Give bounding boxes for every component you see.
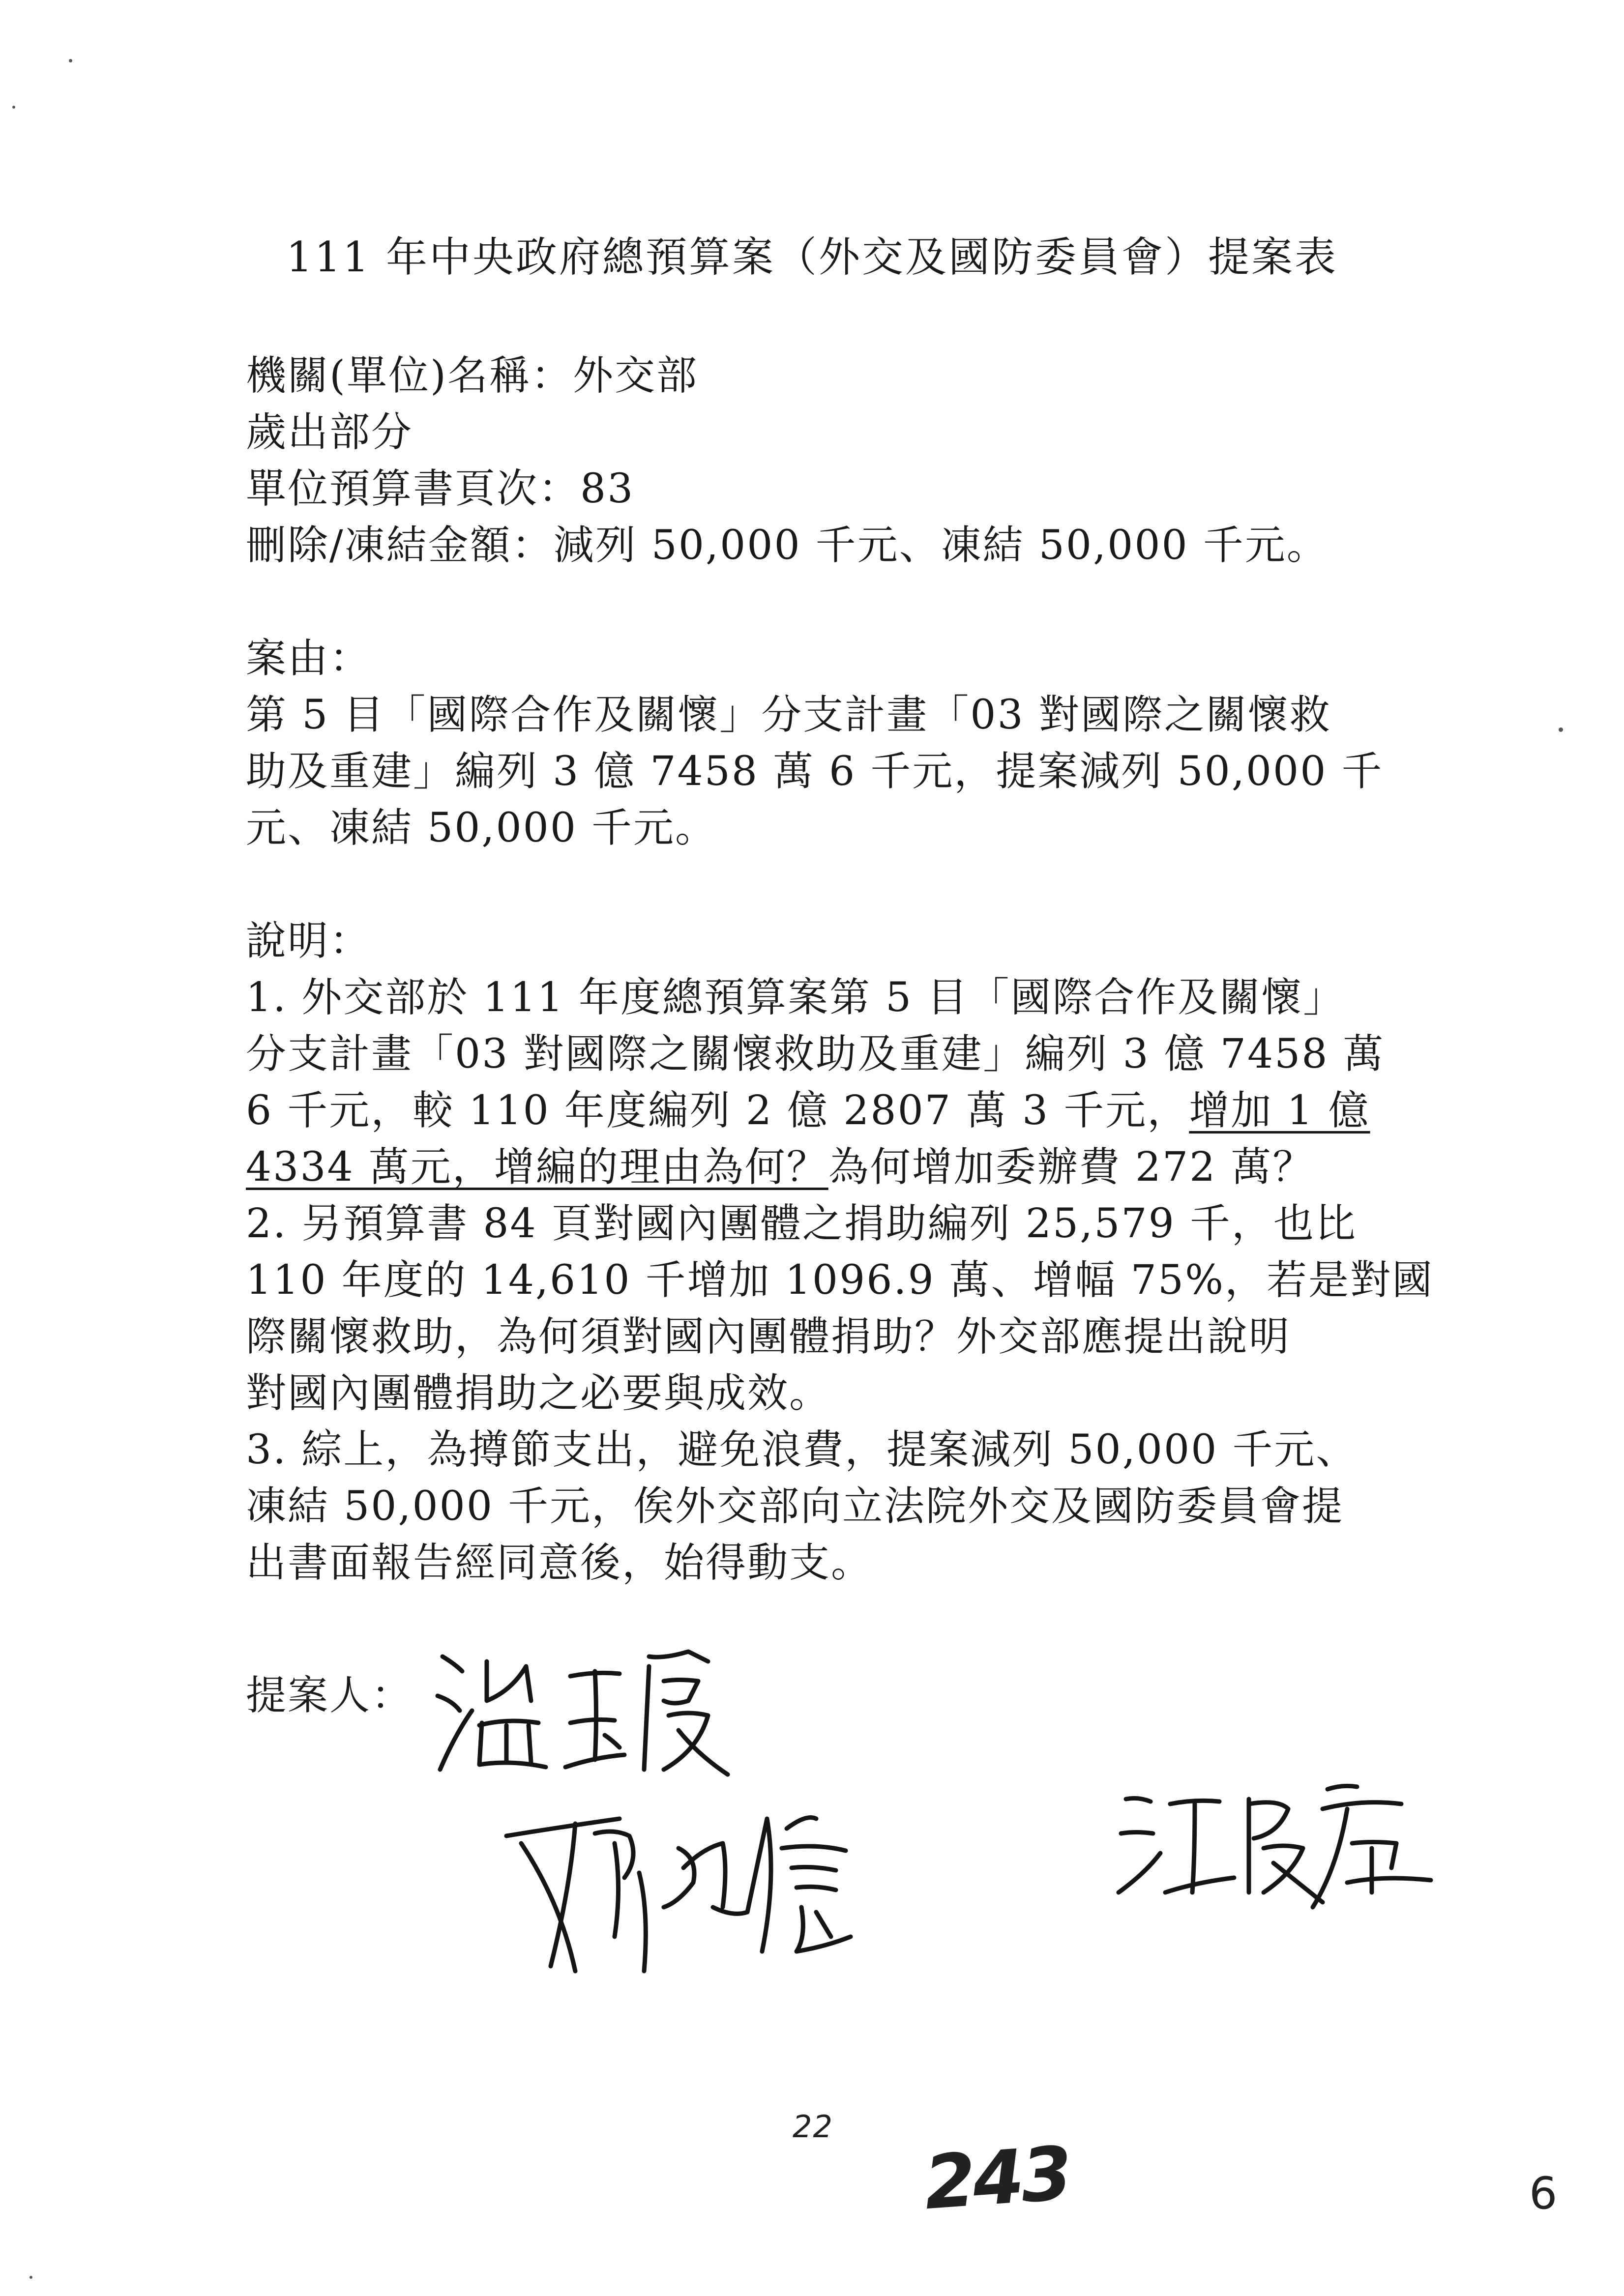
reason-line: 助及重建」編列 3 億 7458 萬 6 千元，提案減列 50,000 千 — [246, 748, 1384, 795]
scan-speck — [1559, 727, 1563, 732]
section-line: 歲出部分 — [246, 409, 413, 456]
document-title: 111 年中央政府總預算案（外交及國防委員會）提案表 — [286, 233, 1338, 281]
explanation-text: 為何增加委辦費 272 萬？ — [828, 1144, 1315, 1191]
explanation-line: 凍結 50,000 千元，俟外交部向立法院外交及國防委員會提 — [246, 1483, 1344, 1530]
scan-speck — [69, 59, 72, 62]
page-number-large: 243 — [921, 2130, 1072, 2227]
explanation-line: 對國內團體捐助之必要與成效。 — [246, 1370, 831, 1417]
page-ref-line: 單位預算書頁次：83 — [246, 465, 635, 512]
reason-heading: 案由： — [246, 635, 372, 682]
reason-line: 元、凍結 50,000 千元。 — [246, 805, 717, 851]
explanation-line: 110 年度的 14,610 千增加 1096.9 萬、增幅 75%，若是對國 — [246, 1257, 1434, 1304]
corner-page-number: 6 — [1529, 2168, 1558, 2219]
signature-wen-yu-hsia — [433, 1637, 747, 1784]
amount-line: 刪除/凍結金額：減列 50,000 千元、凍結 50,000 千元。 — [246, 522, 1329, 569]
scan-speck — [12, 106, 15, 109]
agency-line: 機關(單位)名稱：外交部 — [246, 352, 698, 399]
underlined-text: 增加 1 億 — [1189, 1087, 1370, 1134]
page-number-small: 22 — [793, 2109, 833, 2145]
explanation-heading: 說明： — [246, 918, 372, 964]
scan-speck — [30, 2276, 32, 2279]
explanation-line — [246, 1140, 1314, 1194]
explanation-line — [246, 1084, 1370, 1138]
proposer-label: 提案人： — [246, 1672, 413, 1719]
explanation-line: 2. 另預算書 84 頁對國內團體之捐助編列 25,579 千，也比 — [246, 1200, 1357, 1247]
explanation-line: 3. 綜上，為撙節支出，避免浪費，提案減列 50,000 千元、 — [246, 1426, 1358, 1473]
explanation-line: 分支計畫「03 對國際之關懷救助及重建」編列 3 億 7458 萬 — [246, 1031, 1385, 1077]
signature-chen-i-hsin — [492, 1789, 934, 1981]
signature-chiang-chi-chen — [1116, 1770, 1460, 1917]
explanation-line: 出書面報告經同意後，始得動支。 — [246, 1540, 873, 1586]
explanation-line: 際關懷救助，為何須對國內團體捐助？外交部應提出說明 — [246, 1313, 1291, 1360]
reason-line: 第 5 目「國際合作及關懷」分支計畫「03 對國際之關懷救 — [246, 692, 1331, 738]
underlined-text: 4334 萬元，增編的理由為何？ — [246, 1144, 828, 1191]
explanation-line: 1. 外交部於 111 年度總預算案第 5 目「國際合作及關懷」 — [246, 974, 1345, 1021]
explanation-text: 6 千元，較 110 年度編列 2 億 2807 萬 3 千元， — [246, 1087, 1189, 1134]
